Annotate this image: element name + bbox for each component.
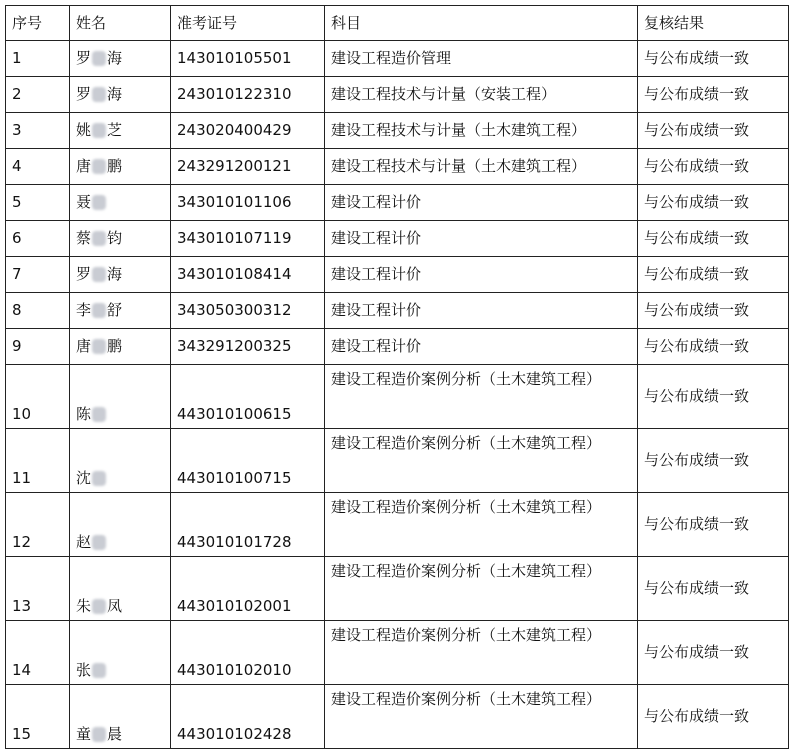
table-row bbox=[6, 329, 789, 365]
subject: 建设工程造价案例分析（土木建筑工程） bbox=[325, 685, 638, 749]
row-number: 2 bbox=[6, 77, 70, 113]
subject: 建设工程技术与计量（安装工程） bbox=[325, 77, 638, 113]
table-row bbox=[6, 493, 789, 557]
redacted-name-mask bbox=[92, 231, 106, 246]
table-row bbox=[6, 77, 789, 113]
review-result: 与公布成绩一致 bbox=[638, 429, 789, 493]
table-row bbox=[6, 293, 789, 329]
name-visible-part: 钧 bbox=[107, 229, 123, 247]
name-visible-part: 聂 bbox=[76, 193, 92, 211]
subject: 建设工程计价 bbox=[325, 329, 638, 365]
subject: 建设工程造价案例分析（土木建筑工程） bbox=[325, 493, 638, 557]
subject: 建设工程技术与计量（土木建筑工程） bbox=[325, 149, 638, 185]
redacted-name-mask bbox=[92, 87, 106, 102]
name-visible-part: 鹏 bbox=[107, 337, 123, 355]
redacted-name-mask bbox=[92, 663, 106, 678]
row-number: 15 bbox=[6, 685, 70, 749]
table-row bbox=[6, 365, 789, 429]
candidate-name bbox=[70, 685, 171, 749]
review-result: 与公布成绩一致 bbox=[638, 149, 789, 185]
exam-id: 443010101728 bbox=[171, 493, 325, 557]
name-visible-part: 芝 bbox=[107, 121, 123, 139]
exam-id: 443010100715 bbox=[171, 429, 325, 493]
row-number: 14 bbox=[6, 621, 70, 685]
name-visible-part: 凤 bbox=[107, 597, 123, 615]
name-visible-part: 蔡 bbox=[76, 229, 92, 247]
row-number: 3 bbox=[6, 113, 70, 149]
candidate-name bbox=[70, 329, 171, 365]
row-number: 10 bbox=[6, 365, 70, 429]
redacted-name-mask bbox=[92, 471, 106, 486]
table-row bbox=[6, 113, 789, 149]
redacted-name-mask bbox=[92, 267, 106, 282]
subject: 建设工程造价案例分析（土木建筑工程） bbox=[325, 557, 638, 621]
exam-id: 343010108414 bbox=[171, 257, 325, 293]
table-body bbox=[6, 41, 789, 749]
row-number: 5 bbox=[6, 185, 70, 221]
subject: 建设工程造价管理 bbox=[325, 41, 638, 77]
row-number: 7 bbox=[6, 257, 70, 293]
name-visible-part: 陈 bbox=[76, 405, 92, 423]
row-number: 9 bbox=[6, 329, 70, 365]
exam-id: 343010101106 bbox=[171, 185, 325, 221]
subject: 建设工程计价 bbox=[325, 257, 638, 293]
name-visible-part: 舒 bbox=[107, 301, 123, 319]
name-visible-part: 罗 bbox=[76, 85, 92, 103]
candidate-name bbox=[70, 293, 171, 329]
table-row bbox=[6, 621, 789, 685]
subject: 建设工程造价案例分析（土木建筑工程） bbox=[325, 429, 638, 493]
name-visible-part: 赵 bbox=[76, 533, 92, 551]
row-number: 6 bbox=[6, 221, 70, 257]
name-visible-part: 童 bbox=[76, 725, 92, 743]
redacted-name-mask bbox=[92, 51, 106, 66]
redacted-name-mask bbox=[92, 407, 106, 422]
table-row bbox=[6, 685, 789, 749]
candidate-name bbox=[70, 493, 171, 557]
review-result: 与公布成绩一致 bbox=[638, 113, 789, 149]
redacted-name-mask bbox=[92, 123, 106, 138]
name-visible-part: 李 bbox=[76, 301, 92, 319]
table-row bbox=[6, 257, 789, 293]
redacted-name-mask bbox=[92, 303, 106, 318]
name-visible-part: 唐 bbox=[76, 337, 92, 355]
subject: 建设工程计价 bbox=[325, 221, 638, 257]
review-result: 与公布成绩一致 bbox=[638, 185, 789, 221]
row-number: 4 bbox=[6, 149, 70, 185]
exam-id: 343291200325 bbox=[171, 329, 325, 365]
table-row bbox=[6, 41, 789, 77]
exam-id: 443010102428 bbox=[171, 685, 325, 749]
redacted-name-mask bbox=[92, 727, 106, 742]
subject: 建设工程计价 bbox=[325, 293, 638, 329]
review-result: 与公布成绩一致 bbox=[638, 685, 789, 749]
header-row bbox=[6, 6, 789, 41]
subject: 建设工程造价案例分析（土木建筑工程） bbox=[325, 365, 638, 429]
name-visible-part: 沈 bbox=[76, 469, 92, 487]
candidate-name bbox=[70, 257, 171, 293]
candidate-name bbox=[70, 557, 171, 621]
exam-id: 343010107119 bbox=[171, 221, 325, 257]
table-row bbox=[6, 149, 789, 185]
exam-id: 243291200121 bbox=[171, 149, 325, 185]
table-row bbox=[6, 185, 789, 221]
name-visible-part: 唐 bbox=[76, 157, 92, 175]
name-visible-part: 海 bbox=[107, 85, 123, 103]
review-result: 与公布成绩一致 bbox=[638, 557, 789, 621]
candidate-name bbox=[70, 221, 171, 257]
review-result: 与公布成绩一致 bbox=[638, 77, 789, 113]
candidate-name bbox=[70, 365, 171, 429]
header-name: 姓名 bbox=[70, 6, 171, 41]
table-row bbox=[6, 557, 789, 621]
candidate-name bbox=[70, 113, 171, 149]
header-no: 序号 bbox=[6, 6, 70, 41]
redacted-name-mask bbox=[92, 159, 106, 174]
exam-id: 143010105501 bbox=[171, 41, 325, 77]
redacted-name-mask bbox=[92, 599, 106, 614]
review-results-table bbox=[5, 5, 789, 749]
review-result: 与公布成绩一致 bbox=[638, 257, 789, 293]
name-visible-part: 姚 bbox=[76, 121, 92, 139]
redacted-name-mask bbox=[92, 535, 106, 550]
name-visible-part: 张 bbox=[76, 661, 92, 679]
row-number: 12 bbox=[6, 493, 70, 557]
candidate-name bbox=[70, 77, 171, 113]
name-visible-part: 海 bbox=[107, 49, 123, 67]
review-result: 与公布成绩一致 bbox=[638, 329, 789, 365]
review-result: 与公布成绩一致 bbox=[638, 293, 789, 329]
row-number: 13 bbox=[6, 557, 70, 621]
review-result: 与公布成绩一致 bbox=[638, 493, 789, 557]
header-subject: 科目 bbox=[325, 6, 638, 41]
candidate-name bbox=[70, 41, 171, 77]
subject: 建设工程计价 bbox=[325, 185, 638, 221]
review-result: 与公布成绩一致 bbox=[638, 41, 789, 77]
name-visible-part: 鹏 bbox=[107, 157, 123, 175]
name-visible-part: 海 bbox=[107, 265, 123, 283]
review-result: 与公布成绩一致 bbox=[638, 621, 789, 685]
row-number: 1 bbox=[6, 41, 70, 77]
candidate-name bbox=[70, 149, 171, 185]
exam-id: 443010102010 bbox=[171, 621, 325, 685]
subject: 建设工程造价案例分析（土木建筑工程） bbox=[325, 621, 638, 685]
exam-id: 443010100615 bbox=[171, 365, 325, 429]
header-exam-id: 准考证号 bbox=[171, 6, 325, 41]
name-visible-part: 朱 bbox=[76, 597, 92, 615]
candidate-name bbox=[70, 429, 171, 493]
redacted-name-mask bbox=[92, 339, 106, 354]
name-visible-part: 罗 bbox=[76, 265, 92, 283]
exam-id: 243010122310 bbox=[171, 77, 325, 113]
review-result: 与公布成绩一致 bbox=[638, 221, 789, 257]
review-result: 与公布成绩一致 bbox=[638, 365, 789, 429]
row-number: 11 bbox=[6, 429, 70, 493]
subject: 建设工程技术与计量（土木建筑工程） bbox=[325, 113, 638, 149]
exam-id: 243020400429 bbox=[171, 113, 325, 149]
row-number: 8 bbox=[6, 293, 70, 329]
table-row bbox=[6, 221, 789, 257]
name-visible-part: 晨 bbox=[107, 725, 123, 743]
candidate-name bbox=[70, 621, 171, 685]
exam-id: 343050300312 bbox=[171, 293, 325, 329]
redacted-name-mask bbox=[92, 195, 106, 210]
table-row bbox=[6, 429, 789, 493]
exam-id: 443010102001 bbox=[171, 557, 325, 621]
header-result: 复核结果 bbox=[638, 6, 789, 41]
candidate-name bbox=[70, 185, 171, 221]
name-visible-part: 罗 bbox=[76, 49, 92, 67]
